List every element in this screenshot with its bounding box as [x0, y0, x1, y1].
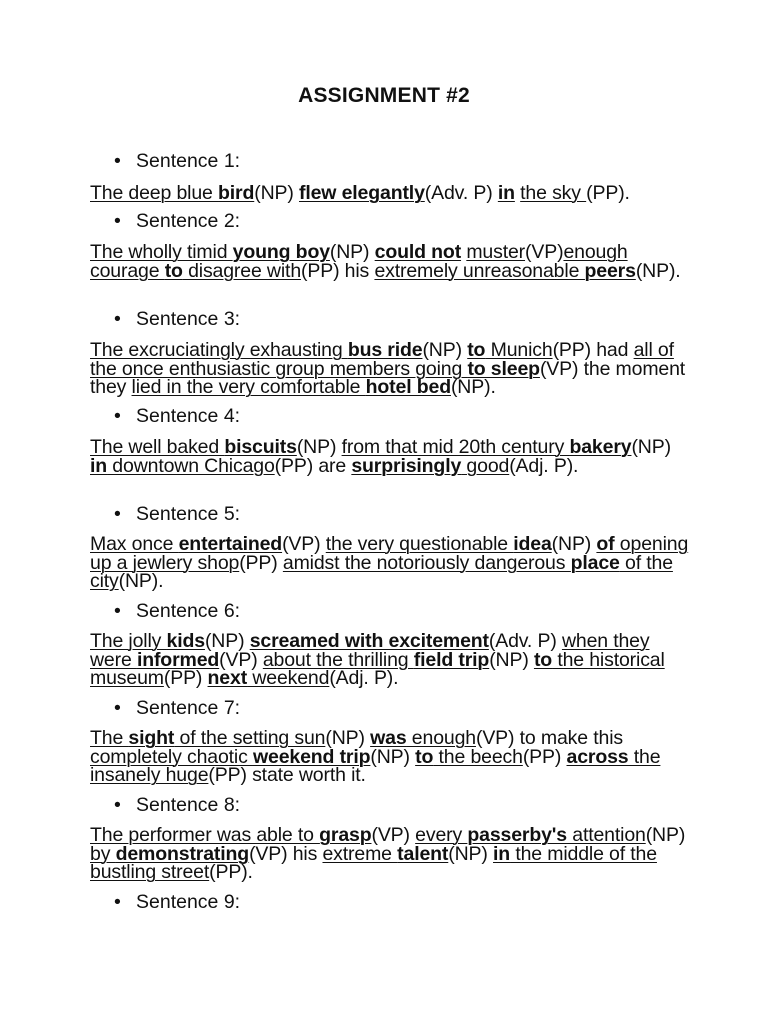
bold-phrase: talent	[397, 842, 449, 865]
bold-phrase: place	[570, 551, 620, 574]
phrase-text: (Adv. P)	[488, 630, 562, 652]
bold-phrase: bird	[218, 182, 255, 204]
bold-phrase: kids	[166, 630, 205, 652]
bold-phrase: demonstrating	[115, 842, 250, 865]
sentence-heading	[114, 208, 240, 234]
sentence-heading	[114, 598, 240, 624]
underlined-phrase: completely chaotic	[90, 745, 253, 768]
bold-phrase: sight	[128, 727, 175, 749]
underlined-phrase: Munich	[485, 339, 553, 361]
bold-phrase: informed	[136, 648, 220, 671]
bold-phrase: weekend trip	[252, 745, 371, 768]
phrase-text: (PP)	[163, 667, 208, 690]
phrase-text: (NP)	[325, 727, 371, 749]
phrase-text: (NP)	[329, 241, 375, 263]
sentence-text	[90, 632, 690, 688]
phrase-text: (VP)	[525, 241, 564, 263]
sentence-text	[90, 729, 690, 785]
phrase-text: (PP)	[239, 551, 283, 574]
bold-phrase: bakery	[569, 436, 632, 458]
bold-phrase: surprisingly	[351, 454, 462, 477]
underlined-phrase: enough	[406, 727, 476, 749]
phrase-text: (VP)	[282, 533, 326, 555]
bullet-icon: •	[114, 600, 121, 622]
bold-phrase: was	[370, 727, 407, 749]
sentence-heading	[114, 792, 240, 818]
underlined-phrase: the beech	[433, 745, 523, 768]
underlined-phrase: lied in the very comfortable	[131, 376, 366, 399]
sentence-text	[90, 182, 690, 204]
phrase-text: (Adj. P).	[509, 454, 579, 477]
underlined-phrase: amidst the notoriously dangerous	[282, 551, 571, 574]
bold-phrase: biscuits	[224, 436, 297, 458]
phrase-text: (Adj. P).	[329, 667, 399, 690]
underlined-phrase: of the city	[90, 551, 673, 593]
underlined-phrase: the insanely huge	[90, 745, 661, 787]
bold-phrase: field trip	[413, 648, 490, 671]
sentence-label: Sentence 2:	[136, 210, 241, 232]
sentence-heading	[114, 695, 240, 721]
underlined-phrase: Max once	[90, 533, 179, 555]
bold-phrase: bus ride	[347, 339, 423, 361]
phrase-text: (NP)	[296, 436, 342, 458]
underlined-phrase: the historical museum	[90, 648, 665, 690]
bullet-icon: •	[114, 697, 121, 719]
underlined-phrase: downtown Chicago	[107, 454, 275, 477]
phrase-text: (PP) state worth it.	[208, 764, 366, 787]
sentence-text	[90, 341, 690, 397]
phrase-text: (NP)	[204, 630, 250, 652]
bold-phrase: in	[493, 842, 511, 865]
underlined-phrase: by	[90, 842, 116, 865]
bold-phrase: peers	[584, 259, 636, 282]
phrase-text: (PP)	[522, 745, 567, 768]
bold-phrase: to	[467, 339, 486, 361]
bold-phrase: in	[497, 182, 515, 204]
bullet-icon: •	[114, 891, 121, 913]
underlined-phrase: the middle of the bustling street	[90, 842, 657, 884]
phrase-text: (NP)	[448, 842, 494, 865]
underlined-phrase: muster	[466, 241, 526, 263]
underlined-phrase: the very questionable	[325, 533, 514, 555]
phrase-text: (PP) his	[301, 259, 375, 282]
sentence-label: Sentence 1:	[136, 150, 241, 172]
underlined-phrase: The	[90, 727, 129, 749]
underlined-phrase: the sky	[520, 182, 587, 204]
phrase-text: (PP).	[209, 861, 253, 884]
phrase-text: (PP) are	[274, 454, 352, 477]
sentence-label: Sentence 5:	[136, 503, 241, 525]
sentence-heading	[114, 889, 240, 915]
sentence-text	[90, 826, 690, 882]
underlined-phrase: of the setting sun	[174, 727, 326, 749]
bold-phrase: young boy	[232, 241, 330, 263]
bullet-icon: •	[114, 794, 121, 816]
underlined-phrase: enough courage	[90, 241, 628, 282]
bold-phrase: grasp	[319, 824, 372, 846]
phrase-text: (VP)	[219, 648, 263, 671]
sentence-heading	[114, 501, 240, 527]
sentence-label: Sentence 7:	[136, 697, 241, 719]
bullet-icon: •	[114, 405, 121, 427]
sentence-heading	[114, 403, 240, 429]
underlined-phrase: The deep blue	[90, 182, 219, 204]
bold-phrase: next	[207, 667, 248, 690]
phrase-text: (VP) his	[249, 842, 323, 865]
phrase-text: (NP)	[551, 533, 597, 555]
underlined-phrase: The well baked	[90, 436, 225, 458]
sentence-label: Sentence 8:	[136, 794, 241, 816]
sentence-text	[90, 438, 690, 475]
underlined-phrase: about the thrilling	[262, 648, 414, 671]
phrase-text: (NP).	[450, 376, 496, 399]
phrase-text: (VP)	[371, 824, 416, 846]
underlined-phrase: all of the once enthusiastic group members going	[90, 339, 674, 380]
underlined-phrase: The performer was able to	[90, 824, 320, 846]
bullet-icon: •	[114, 503, 121, 525]
bold-phrase: to sleep	[467, 357, 540, 380]
sentence-text	[90, 535, 690, 591]
bold-phrase: to	[415, 745, 434, 768]
bold-phrase: entertained	[178, 533, 283, 555]
underlined-phrase: when they were	[90, 630, 650, 671]
underlined-phrase: The wholly timid	[90, 241, 233, 263]
bullet-icon: •	[114, 150, 121, 172]
underlined-phrase: disagree with	[182, 259, 302, 282]
underlined-phrase: good	[461, 454, 510, 477]
underlined-phrase: attention	[566, 824, 646, 846]
underlined-phrase: from that mid 20th century	[341, 436, 570, 458]
phrase-text: (NP)	[422, 339, 468, 361]
underlined-phrase: opening up a jewlery shop	[90, 533, 689, 574]
sentence-label: Sentence 9:	[136, 891, 241, 913]
bold-phrase: of	[596, 533, 615, 555]
underlined-phrase: The excruciatingly exhausting	[90, 339, 348, 361]
sentence-label: Sentence 3:	[136, 308, 241, 330]
bold-phrase: to	[533, 648, 553, 671]
underlined-phrase: The jolly	[90, 630, 167, 652]
sentence-heading	[114, 306, 240, 332]
bold-phrase: across	[566, 745, 629, 768]
page-title: ASSIGNMENT #2	[298, 84, 470, 107]
bold-phrase: hotel bed	[365, 376, 451, 399]
underlined-phrase: weekend	[247, 667, 330, 690]
bold-phrase: passerby's	[467, 824, 567, 846]
phrase-text: (VP) the moment they	[90, 357, 686, 399]
phrase-text: (NP)	[370, 745, 416, 768]
bold-phrase: in	[90, 454, 108, 477]
sentence-label: Sentence 6:	[136, 600, 241, 622]
sentence-label: Sentence 4:	[136, 405, 241, 427]
bold-phrase: screamed with excitement	[249, 630, 489, 652]
bold-phrase: idea	[513, 533, 552, 555]
phrase-text: (VP) to make this	[475, 727, 623, 749]
phrase-text: (PP).	[586, 182, 630, 204]
phrase-text: (NP)	[645, 824, 686, 846]
phrase-text: (NP).	[118, 570, 164, 593]
bold-phrase: flew elegantly	[299, 182, 425, 204]
bullet-icon: •	[114, 210, 121, 232]
phrase-text: (NP)	[631, 436, 671, 458]
sentence-text	[90, 243, 690, 280]
phrase-text: (PP) had	[552, 339, 634, 361]
phrase-text: (Adv. P)	[424, 182, 498, 204]
underlined-phrase: extreme	[322, 842, 398, 865]
bullet-icon: •	[114, 308, 121, 330]
sentence-heading	[114, 148, 240, 174]
phrase-text: (NP)	[254, 182, 299, 204]
phrase-text: (NP)	[489, 648, 534, 671]
underlined-phrase: every	[415, 824, 468, 846]
underlined-phrase: extremely unreasonable	[374, 259, 585, 282]
bold-phrase: could not	[374, 241, 462, 263]
bold-phrase: to	[164, 259, 183, 282]
phrase-text: (NP).	[635, 259, 681, 282]
